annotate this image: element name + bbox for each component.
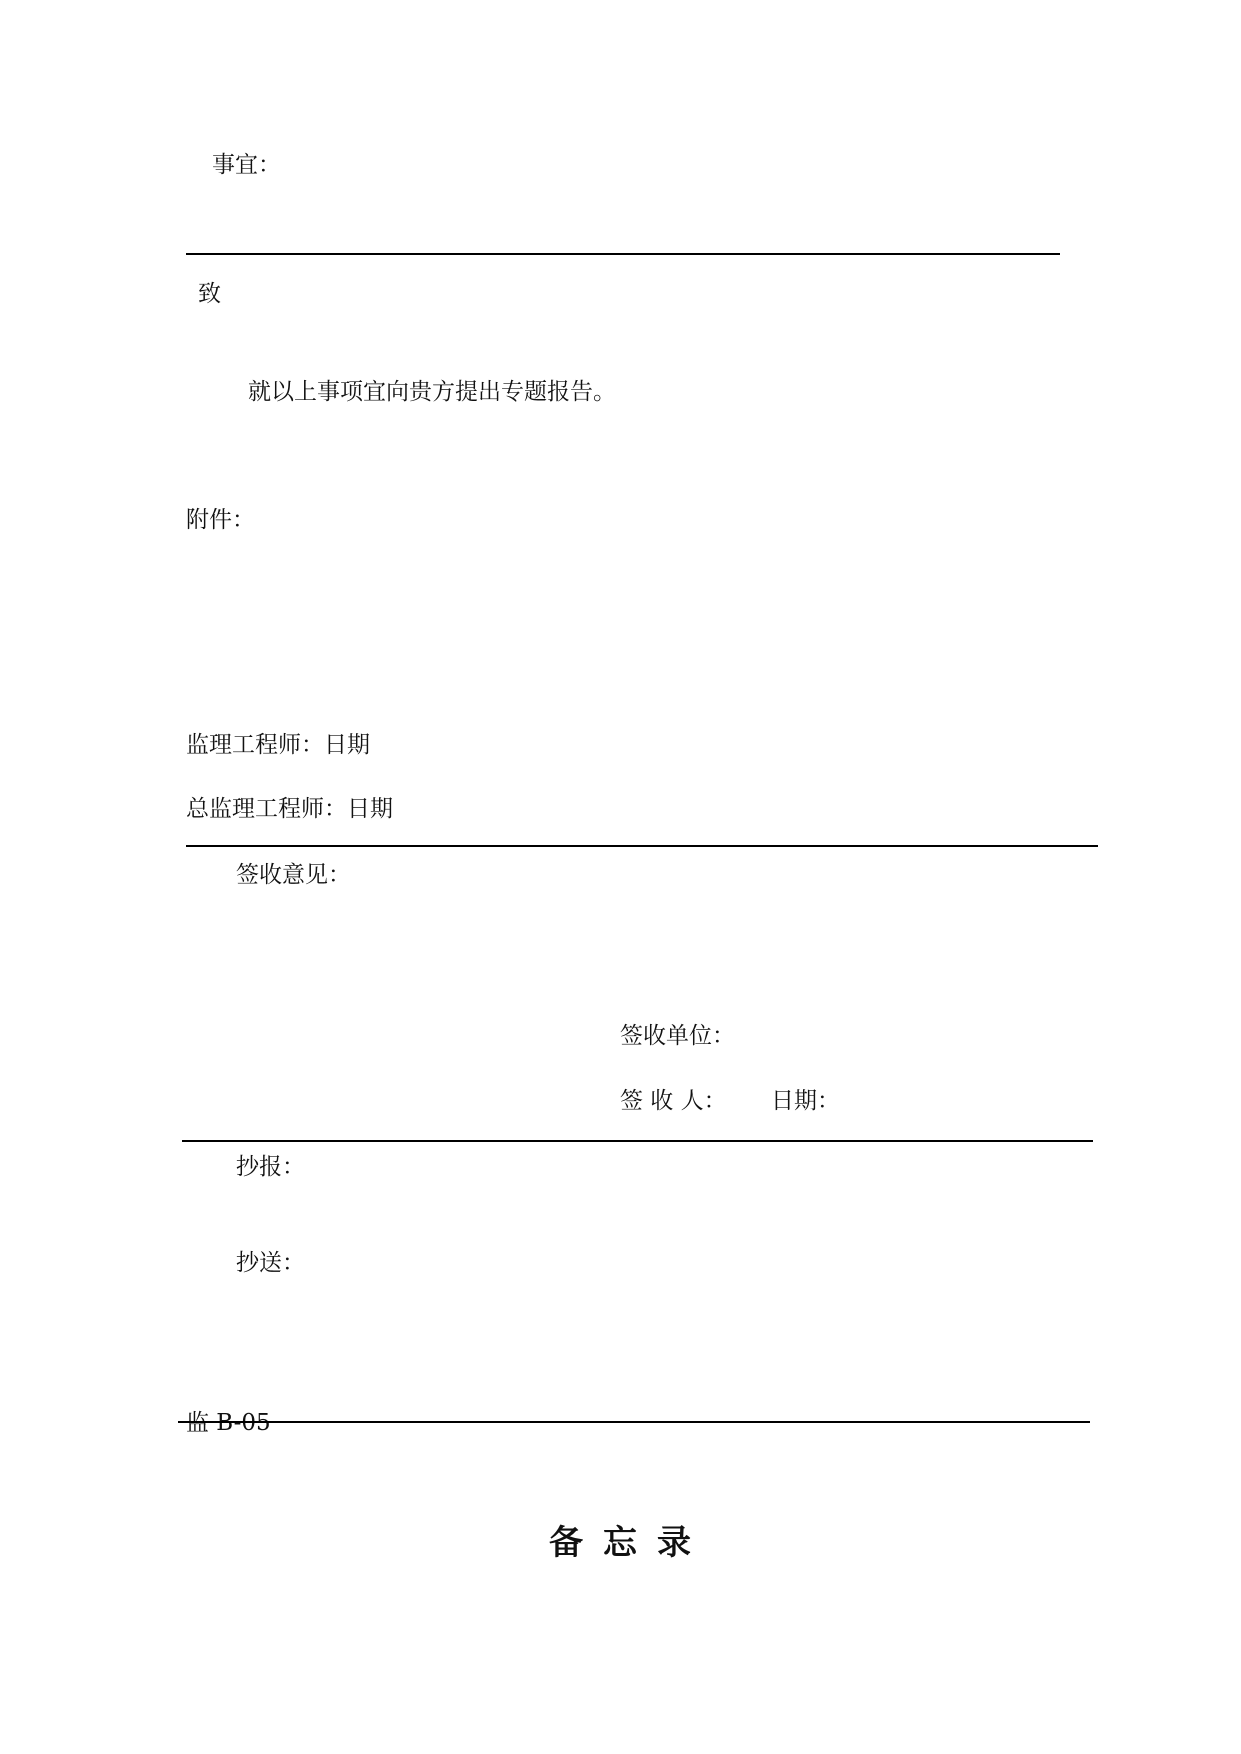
engineer-signature-line: 监理工程师：日期 <box>186 732 370 758</box>
divider-top <box>186 253 1060 255</box>
receipt-unit-label: 签收单位： <box>620 1023 735 1049</box>
receipt-opinion-label: 签收意见： <box>236 862 351 888</box>
report-statement: 就以上事项宜向贵方提出专题报告。 <box>248 379 616 405</box>
divider-receipt <box>186 845 1098 847</box>
attachment-label: 附件： <box>186 507 255 533</box>
to-label: 致 <box>198 281 221 307</box>
report-to-label: 抄报： <box>236 1154 305 1180</box>
memo-title: 备忘录 <box>549 1523 711 1563</box>
recipient-label: 签 收 人： <box>620 1088 727 1114</box>
receipt-date-label: 日期： <box>771 1088 840 1114</box>
send-to-label: 抄送： <box>236 1250 305 1276</box>
subject-label: 事宜： <box>212 152 281 178</box>
divider-copies <box>182 1140 1093 1142</box>
divider-form-header <box>178 1421 1090 1423</box>
form-code: 监 B-05 <box>186 1410 271 1436</box>
chief-engineer-signature-line: 总监理工程师：日期 <box>186 796 393 822</box>
